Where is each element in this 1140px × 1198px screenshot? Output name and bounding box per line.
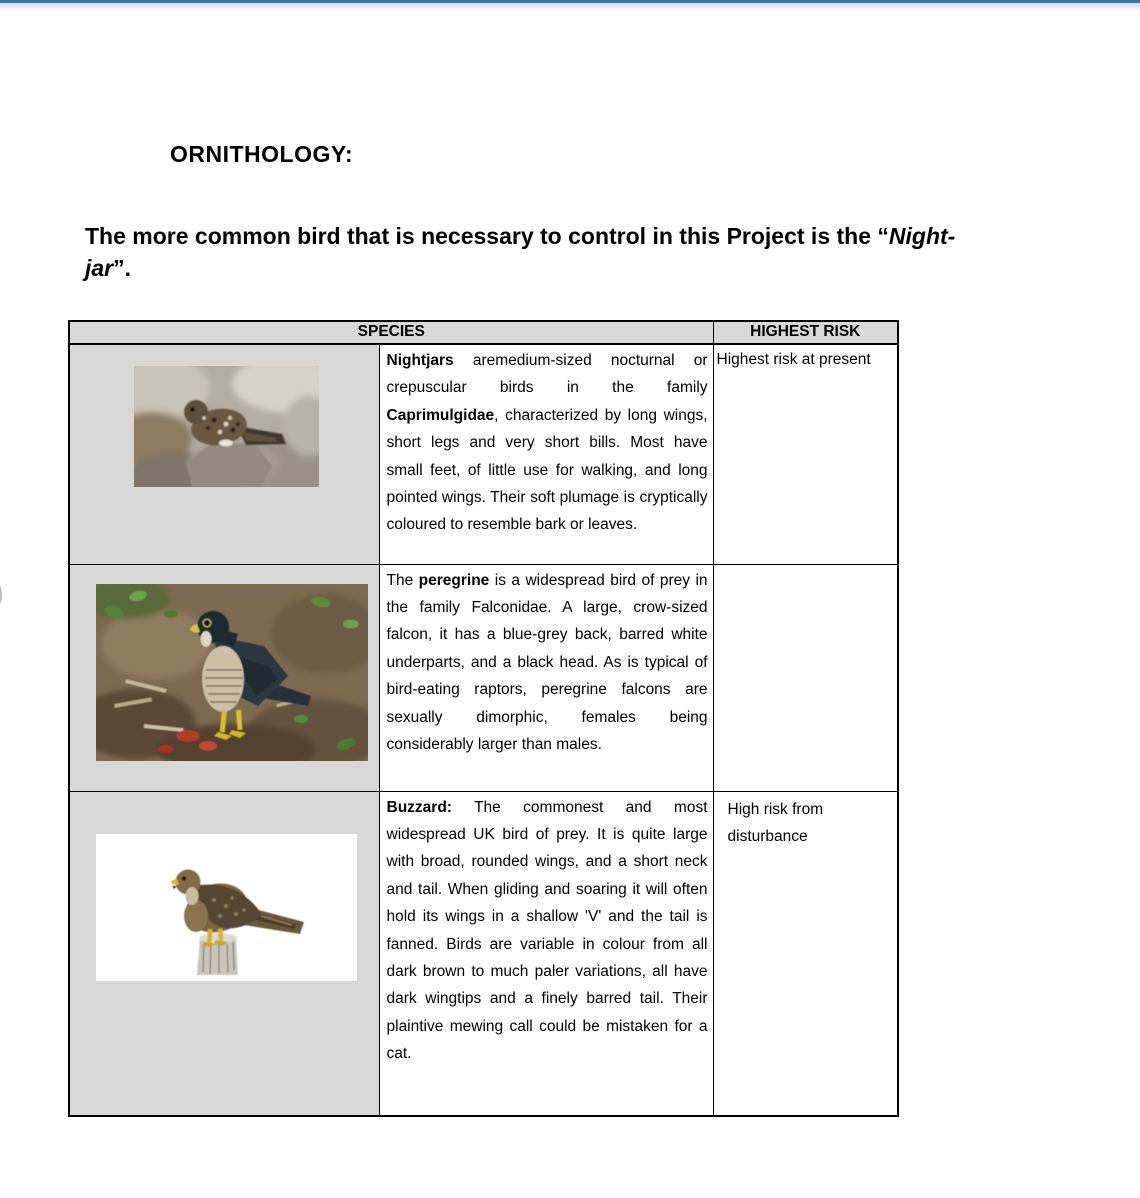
species-column-header: SPECIES (69, 321, 713, 344)
table-header-row (69, 321, 898, 344)
peregrine-risk (713, 564, 898, 791)
peregrine-description: The peregrine is a widespread bird of prey in the family Falconidae. A large, crow-sized falcon, it has a blue-grey back, barred white underparts, and a black head. As is typical of bird-eating raptors, peregrine falcons are sexually dimorphic, females being considerably larger than males. (379, 564, 713, 791)
window-top-accent-fade (0, 3, 1140, 11)
peregrine-photo (96, 584, 368, 761)
section-heading: ORNITHOLOGY: (170, 141, 354, 167)
species-name-bold: Buzzard: (386, 798, 452, 816)
intro-species-name-part2: jar (85, 255, 114, 281)
buzzard-image-cell (69, 791, 379, 1116)
family-name-bold: Caprimulgidae (386, 406, 495, 424)
intro-paragraph (85, 220, 1090, 284)
buzzard-illustration (96, 834, 357, 981)
nightjar-risk: Highest risk at present (713, 344, 898, 564)
risk-column-header: HIGHEST RISK (713, 321, 898, 344)
nightjar-photo (134, 366, 319, 487)
table-row-nightjar (69, 344, 898, 564)
nightjar-description: Nightjars aremedium-sized nocturnal or crepuscular birds in the family Caprimulgidae, characterized by long wings, short legs and very short bills. Most have small feet, of little use for walking, and long pointed wings. Their soft plumage is cryptically coloured to resemble bark or leaves. (379, 344, 713, 564)
intro-closing: ”. (113, 255, 132, 281)
species-table (68, 320, 899, 1117)
buzzard-risk: High risk from disturbance (713, 791, 898, 1116)
table-row-buzzard (69, 791, 898, 1116)
peregrine-image-cell (69, 564, 379, 791)
nightjar-image-cell (69, 344, 379, 564)
intro-species-name-part1: Night- (888, 223, 956, 249)
species-name-bold: Nightjars (386, 352, 454, 369)
species-name-bold: peregrine (418, 571, 490, 589)
previous-page-button[interactable] (0, 572, 2, 618)
intro-text: The more common bird that is necessary to control in this Project is the “ (85, 223, 889, 249)
buzzard-description: Buzzard: The commonest and most widespread UK bird of prey. It is quite large with broad, rounded wings, and a short neck and tail. When gliding and soaring it will often hold its wings in a shallow 'V' and the tail is fanned. Birds are variable in colour from all dark brown to much paler variations, all have dark wingtips and a finely barred tail. Their plaintive mewing call could be mistaken for a cat. (379, 791, 713, 1116)
table-row-peregrine (69, 564, 898, 791)
